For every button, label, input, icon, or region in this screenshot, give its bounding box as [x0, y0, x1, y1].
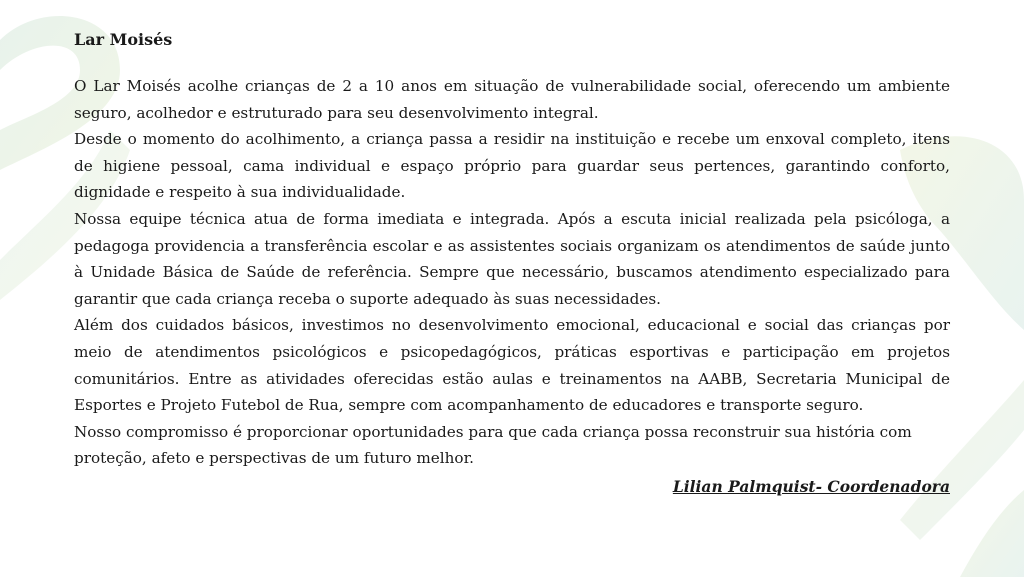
paragraph-development: Além dos cuidados básicos, investimos no desenvolvimento emocional, educacional e social das crianças por meio de atendimentos psicológicos e psicopedagógicos, práticas esportivas e participação em projetos comunitários. Entre as atividades oferecidas estão aulas e treinamentos na AABB, Secretaria Municipal de Esportes e Projeto Futebol de Rua, sempre com acompanhamento de educadores e transporte seguro. [74, 316, 950, 415]
paragraph-commitment: Nosso compromisso é proporcionar oportunidades para que cada criança possa reconstruir sua história com proteção, afeto e perspectivas de um futuro melhor. [74, 422, 912, 468]
paragraph-intro: O Lar Moisés acolhe crianças de 2 a 10 anos em situação de vulnerabilidade social, oferecendo um ambiente seguro, acolhedor e estruturado para seu desenvolvimento integral. [74, 77, 950, 122]
signature: Lilian Palmquist- Coordenadora [672, 476, 950, 496]
right-corner-shape [960, 490, 1024, 577]
paragraph-reception: Desde o momento do acolhimento, a criança passa a residir na instituição e recebe um enxoval completo, itens de higiene pessoal, cama individual e espaço próprio para guardar seus pertences, garantindo conforto, dignidade e respeito à sua individualidade. [74, 130, 950, 202]
document-title: Lar Moisés [74, 30, 173, 49]
paragraph-team: Nossa equipe técnica atua de forma imediata e integrada. Após a escuta inicial realizada pela psicóloga, a pedagoga providencia a transferência escolar e as assistentes sociais organizam os atendimentos de saúde junto à Unidade Básica de Saúde de referência. Sempre que necessário, buscamos atendimento especializado para garantir que cada criança receba o suporte adequado às suas necessidades. [74, 209, 950, 308]
document-body [74, 27, 950, 500]
